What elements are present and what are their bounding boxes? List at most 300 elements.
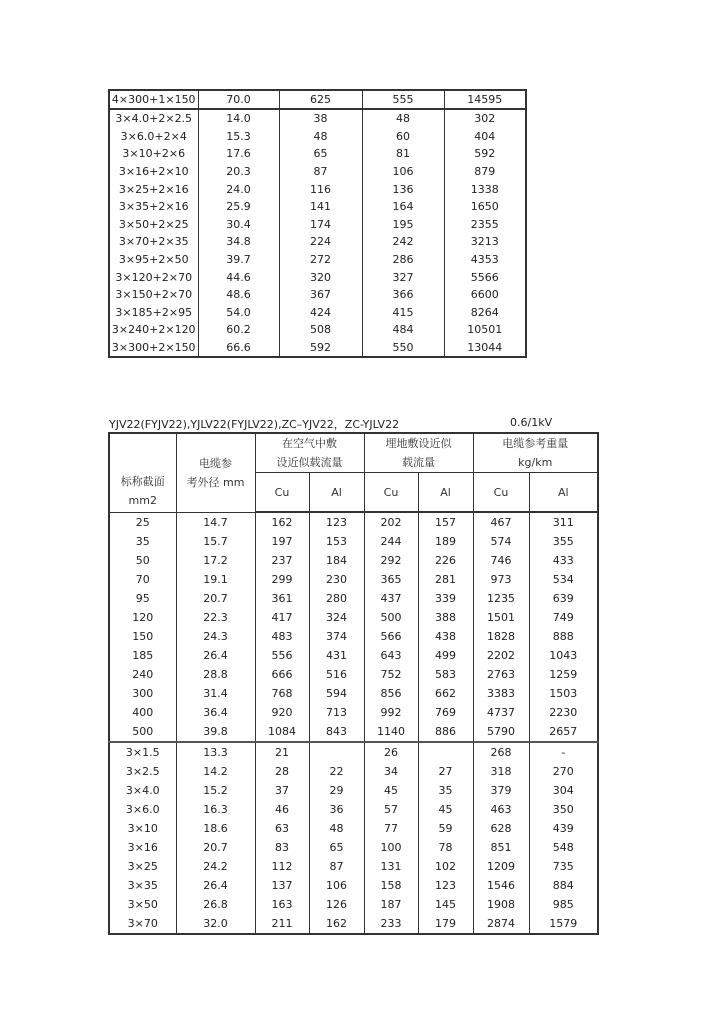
table-cell: 22.3 (176, 608, 255, 627)
table-cell: 15.2 (176, 781, 255, 800)
table-cell: 879 (444, 163, 526, 181)
table-cell: 60 (362, 128, 444, 146)
table-cell: 3×150+2×70 (109, 286, 198, 304)
table-cell: 100 (364, 838, 418, 857)
table-cell: 2874 (473, 914, 529, 934)
table-cell: 48 (279, 128, 362, 146)
table-cell: 300 (109, 684, 176, 703)
table-cell: 433 (529, 551, 598, 570)
table-cell: 500 (364, 608, 418, 627)
table-cell: 131 (364, 857, 418, 876)
table-cell: 32.0 (176, 914, 255, 934)
table-cell: 39.8 (176, 722, 255, 742)
table-cell: 388 (418, 608, 473, 627)
table-cell: 54.0 (198, 304, 279, 322)
header-row-1 (109, 433, 598, 473)
table-cell: 13044 (444, 339, 526, 358)
header-ground-line2: 载流量 (402, 456, 435, 469)
table-cell: 26.8 (176, 895, 255, 914)
table-cell: 164 (362, 198, 444, 216)
table-cell: 3×35+2×16 (109, 198, 198, 216)
table-cell: 550 (362, 339, 444, 358)
table-cell: 112 (255, 857, 309, 876)
table-cell: 18.6 (176, 819, 255, 838)
table-cell: 19.1 (176, 570, 255, 589)
table-row (109, 800, 598, 819)
table-cell: 856 (364, 684, 418, 703)
table-cell: 48 (309, 819, 364, 838)
table-cell: 400 (109, 703, 176, 722)
table-cell: 162 (309, 914, 364, 934)
table-cell: 662 (418, 684, 473, 703)
header-ground-al: Al (418, 473, 473, 513)
table-cell: 77 (364, 819, 418, 838)
table-row (109, 819, 598, 838)
table-cell: 3×2.5 (109, 762, 176, 781)
table-cell: 3×16 (109, 838, 176, 857)
table-cell: 1546 (473, 876, 529, 895)
table-cell: 4353 (444, 251, 526, 269)
table-row (109, 321, 526, 339)
table-cell: 1650 (444, 198, 526, 216)
header-weight (473, 433, 598, 473)
table-cell: 87 (279, 163, 362, 181)
header-section-unit: mm2 (128, 493, 157, 507)
table-cell: 17.2 (176, 551, 255, 570)
table-cell: 713 (309, 703, 364, 722)
table-cell: 157 (418, 512, 473, 532)
table-cell: 27 (418, 762, 473, 781)
table-cell: 163 (255, 895, 309, 914)
table-cell: 483 (255, 627, 309, 646)
table-row (109, 198, 526, 216)
table-cell: 14595 (444, 90, 526, 109)
voltage-rating: 0.6/1kV (510, 416, 553, 429)
table-cell: 920 (255, 703, 309, 722)
table-cell: 153 (309, 532, 364, 551)
table-cell: 95 (109, 589, 176, 608)
table-title: YJV22(FYJV22),YJLV22(FYJLV22),ZC–YJV22，ZC-YJLV22 (109, 418, 400, 431)
table-cell: 8264 (444, 304, 526, 322)
table-cell: 36.4 (176, 703, 255, 722)
table-cell: 57 (364, 800, 418, 819)
table-cell: 404 (444, 128, 526, 146)
table-cell: 237 (255, 551, 309, 570)
table-cell: 45 (418, 800, 473, 819)
table-cell: 3383 (473, 684, 529, 703)
table-row (109, 180, 526, 198)
table-cell: 508 (279, 321, 362, 339)
table-cell: 3×4.0 (109, 781, 176, 800)
table-cell: 1084 (255, 722, 309, 742)
table-row (109, 512, 598, 532)
header-diameter (176, 433, 255, 512)
table-cell: 884 (529, 876, 598, 895)
table-cell: 39.7 (198, 251, 279, 269)
table-cell: 102 (418, 857, 473, 876)
table-cell: 60.2 (198, 321, 279, 339)
table-cell: 3×6.0 (109, 800, 176, 819)
table-row (109, 304, 526, 322)
header-weight-line1: 电缆参考重量 (502, 437, 569, 450)
table-cell: 1043 (529, 646, 598, 665)
table-cell: 361 (255, 589, 309, 608)
table-cell: 16.3 (176, 800, 255, 819)
table-cell: 463 (473, 800, 529, 819)
table-cell: 141 (279, 198, 362, 216)
table-cell: 187 (364, 895, 418, 914)
table-cell: 556 (255, 646, 309, 665)
header-air (255, 433, 364, 473)
table-cell: 292 (364, 551, 418, 570)
table-cell: 2763 (473, 665, 529, 684)
table-cell: 355 (529, 532, 598, 551)
table-cell: 195 (362, 216, 444, 234)
table-cell: 24.0 (198, 180, 279, 198)
table-cell: 197 (255, 532, 309, 551)
cable-table-5core (108, 89, 527, 358)
table-cell: 366 (362, 286, 444, 304)
table-cell: 3×6.0+2×4 (109, 128, 198, 146)
table-cell: 211 (255, 914, 309, 934)
table-cell: 31.4 (176, 684, 255, 703)
table-row (109, 128, 526, 146)
table-cell: 324 (309, 608, 364, 627)
table-row (109, 838, 598, 857)
table-cell: 3×70+2×35 (109, 233, 198, 251)
table-cell: 35 (109, 532, 176, 551)
table-cell: 4×300+1×150 (109, 90, 198, 109)
table-cell: 26.4 (176, 876, 255, 895)
table-cell: 20.7 (176, 838, 255, 857)
table-cell: 280 (309, 589, 364, 608)
table-cell: 5566 (444, 268, 526, 286)
table-row (109, 914, 598, 934)
table-cell: 14.2 (176, 762, 255, 781)
table-cell: 851 (473, 838, 529, 857)
table-cell: 3×185+2×95 (109, 304, 198, 322)
table-row (109, 570, 598, 589)
table-cell: 548 (529, 838, 598, 857)
header-air-al: Al (309, 473, 364, 513)
table-row (109, 876, 598, 895)
table-cell: 185 (109, 646, 176, 665)
table-cell: 15.3 (198, 128, 279, 146)
table-cell: 65 (279, 145, 362, 163)
header-section-label: 标称截面 (120, 474, 165, 488)
table-cell: 438 (418, 627, 473, 646)
table-cell: 14.0 (198, 109, 279, 128)
table-cell: 318 (473, 762, 529, 781)
table-cell: 3213 (444, 233, 526, 251)
table-cell: 1828 (473, 627, 529, 646)
table-cell: 35 (418, 781, 473, 800)
table-cell: 34 (364, 762, 418, 781)
table-cell: 5790 (473, 722, 529, 742)
table-cell: 3×1.5 (109, 742, 176, 762)
table-cell: 28 (255, 762, 309, 781)
table-cell: 29 (309, 781, 364, 800)
table-cell: 2657 (529, 722, 598, 742)
table-cell: 28.8 (176, 665, 255, 684)
header-section (109, 433, 176, 512)
table-row (109, 251, 526, 269)
header-ground-cu: Cu (364, 473, 418, 513)
header-air-line2: 设近似载流量 (276, 456, 343, 469)
table-row (109, 665, 598, 684)
table-row (109, 109, 526, 128)
table-cell: 2202 (473, 646, 529, 665)
table-cell: 70 (109, 570, 176, 589)
table-cell: 555 (362, 90, 444, 109)
table-cell: 299 (255, 570, 309, 589)
table-cell: 226 (418, 551, 473, 570)
table-cell: 13.3 (176, 742, 255, 762)
header-diameter-line1: 电缆参 (199, 456, 232, 470)
table-cell: 467 (473, 512, 529, 532)
table-cell: 666 (255, 665, 309, 684)
table-cell: 30.4 (198, 216, 279, 234)
header-weight-al: Al (529, 473, 598, 513)
table-cell (418, 742, 473, 762)
table-cell: 48.6 (198, 286, 279, 304)
table-cell: 83 (255, 838, 309, 857)
table-cell: 281 (418, 570, 473, 589)
table-cell: 20.7 (176, 589, 255, 608)
table-cell: 25.9 (198, 198, 279, 216)
table-cell: 81 (362, 145, 444, 163)
table-cell: 174 (279, 216, 362, 234)
table-row (109, 722, 598, 742)
table-cell: 15.7 (176, 532, 255, 551)
table-cell: 3×35 (109, 876, 176, 895)
table-cell: 24.3 (176, 627, 255, 646)
table-cell: 21 (255, 742, 309, 762)
table-cell: 240 (109, 665, 176, 684)
table-row (109, 703, 598, 722)
table-cell: 594 (309, 684, 364, 703)
table-cell: 272 (279, 251, 362, 269)
header-diameter-line2: 考外径 mm (186, 475, 245, 489)
table-cell: 1908 (473, 895, 529, 914)
table-cell: 583 (418, 665, 473, 684)
table-cell: 437 (364, 589, 418, 608)
table-cell: 3×16+2×10 (109, 163, 198, 181)
table-cell: 59 (418, 819, 473, 838)
table-row (109, 895, 598, 914)
table-cell: 6600 (444, 286, 526, 304)
table-cell: 973 (473, 570, 529, 589)
table-cell: 162 (255, 512, 309, 532)
table-row (109, 857, 598, 876)
table-cell: 417 (255, 608, 309, 627)
table-cell: 184 (309, 551, 364, 570)
table-row (109, 90, 526, 109)
table-cell: 1503 (529, 684, 598, 703)
table-cell: 735 (529, 857, 598, 876)
table-row (109, 608, 598, 627)
table-row (109, 627, 598, 646)
table-cell: 37 (255, 781, 309, 800)
table-cell: 224 (279, 233, 362, 251)
table-cell: 888 (529, 627, 598, 646)
table-cell: 367 (279, 286, 362, 304)
table-cell: 3×10 (109, 819, 176, 838)
table-cell: 3×25 (109, 857, 176, 876)
table-cell: 379 (473, 781, 529, 800)
table-cell: 244 (364, 532, 418, 551)
table-cell: 3×120+2×70 (109, 268, 198, 286)
table-row (109, 589, 598, 608)
table-cell: 1501 (473, 608, 529, 627)
table-cell: 25 (109, 512, 176, 532)
table-cell: 499 (418, 646, 473, 665)
table-cell: 752 (364, 665, 418, 684)
table-cell: 1259 (529, 665, 598, 684)
table-row (109, 145, 526, 163)
table-cell: 1338 (444, 180, 526, 198)
table-cell: 46 (255, 800, 309, 819)
table-cell: 123 (418, 876, 473, 895)
table-cell: 374 (309, 627, 364, 646)
table-cell: 625 (279, 90, 362, 109)
table-row (109, 646, 598, 665)
table-row (109, 762, 598, 781)
table-cell: 126 (309, 895, 364, 914)
table-cell: 302 (444, 109, 526, 128)
table-cell: 14.7 (176, 512, 255, 532)
table-cell: 106 (309, 876, 364, 895)
table-cell: 38 (279, 109, 362, 128)
table-cell: 24.2 (176, 857, 255, 876)
table-cell: 327 (362, 268, 444, 286)
table-cell: 26 (364, 742, 418, 762)
table-cell: 3×10+2×6 (109, 145, 198, 163)
table-cell: 230 (309, 570, 364, 589)
table-cell: 270 (529, 762, 598, 781)
table-cell: 592 (279, 339, 362, 358)
table-cell: 2355 (444, 216, 526, 234)
table-row (109, 684, 598, 703)
table-cell: 10501 (444, 321, 526, 339)
table-cell: 985 (529, 895, 598, 914)
table-cell: 350 (529, 800, 598, 819)
table-cell: 120 (109, 608, 176, 627)
table-cell: 1579 (529, 914, 598, 934)
table-cell: 44.6 (198, 268, 279, 286)
table-cell: 78 (418, 838, 473, 857)
table-cell: 123 (309, 512, 364, 532)
table-cell: 286 (362, 251, 444, 269)
table-cell: 365 (364, 570, 418, 589)
header-air-line1: 在空气中敷 (282, 437, 337, 450)
table-cell: 116 (279, 180, 362, 198)
table-cell: 22 (309, 762, 364, 781)
table-cell: 50 (109, 551, 176, 570)
table-cell: 768 (255, 684, 309, 703)
table-row (109, 339, 526, 358)
table-cell: 20.3 (198, 163, 279, 181)
header-air-cu: Cu (255, 473, 309, 513)
table-cell: 639 (529, 589, 598, 608)
table-row (109, 781, 598, 800)
table-cell: 484 (362, 321, 444, 339)
table-cell: 643 (364, 646, 418, 665)
table-cell: 3×95+2×50 (109, 251, 198, 269)
table-cell: 63 (255, 819, 309, 838)
table-cell: 500 (109, 722, 176, 742)
table-cell: 566 (364, 627, 418, 646)
table-cell: 70.0 (198, 90, 279, 109)
table-cell: 202 (364, 512, 418, 532)
table-cell (309, 742, 364, 762)
table-cell: 48 (362, 109, 444, 128)
table-cell: 304 (529, 781, 598, 800)
header-ground-line1: 埋地敷设近似 (385, 437, 452, 450)
table-cell: 3×4.0+2×2.5 (109, 109, 198, 128)
table-cell: 2230 (529, 703, 598, 722)
table-cell: 45 (364, 781, 418, 800)
table-cell: 415 (362, 304, 444, 322)
table-cell: 746 (473, 551, 529, 570)
table-cell: 843 (309, 722, 364, 742)
table-cell: 179 (418, 914, 473, 934)
table-cell: 4737 (473, 703, 529, 722)
table-cell: 65 (309, 838, 364, 857)
table-cell: 3×50+2×25 (109, 216, 198, 234)
table-cell: 1140 (364, 722, 418, 742)
table-row (109, 233, 526, 251)
table-cell: 992 (364, 703, 418, 722)
table-cell: 150 (109, 627, 176, 646)
table-cell: 145 (418, 895, 473, 914)
table-cell: 36 (309, 800, 364, 819)
table-cell: 106 (362, 163, 444, 181)
table-cell: 3×240+2×120 (109, 321, 198, 339)
table-cell: 17.6 (198, 145, 279, 163)
table-cell: 136 (362, 180, 444, 198)
table-cell: 34.8 (198, 233, 279, 251)
table-cell: 516 (309, 665, 364, 684)
table-cell: 1235 (473, 589, 529, 608)
table-cell: 87 (309, 857, 364, 876)
table-cell: 592 (444, 145, 526, 163)
table-row (109, 268, 526, 286)
table-row (109, 742, 598, 762)
table-cell: 3×25+2×16 (109, 180, 198, 198)
table-cell: 628 (473, 819, 529, 838)
table-cell: 534 (529, 570, 598, 589)
table-cell: 769 (418, 703, 473, 722)
table-cell: 137 (255, 876, 309, 895)
table-cell: 66.6 (198, 339, 279, 358)
table-cell: 424 (279, 304, 362, 322)
table-row (109, 216, 526, 234)
table-cell: 339 (418, 589, 473, 608)
table-cell: 3×50 (109, 895, 176, 914)
table-cell: 749 (529, 608, 598, 627)
table-cell: 3×300+2×150 (109, 339, 198, 358)
table-cell: 574 (473, 532, 529, 551)
table-cell: 233 (364, 914, 418, 934)
table-cell: 431 (309, 646, 364, 665)
table-row (109, 163, 526, 181)
table-row (109, 532, 598, 551)
table-cell: 3×70 (109, 914, 176, 934)
table-cell: 439 (529, 819, 598, 838)
table-cell: 242 (362, 233, 444, 251)
table-cell: 886 (418, 722, 473, 742)
